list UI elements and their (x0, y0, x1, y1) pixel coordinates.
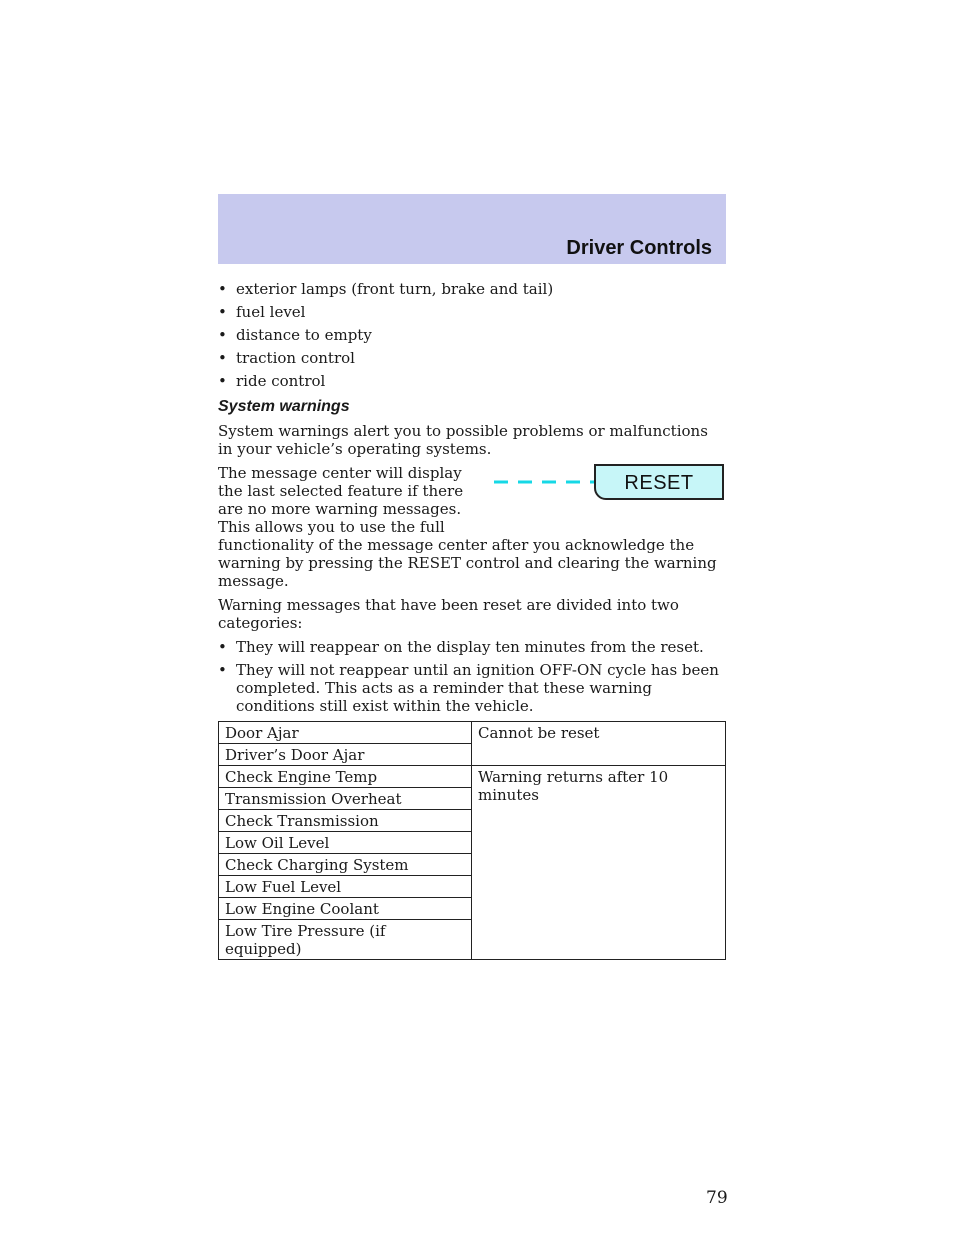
table-cell-status: Warning returns after 10 minutes (472, 766, 726, 960)
table-cell-status: Cannot be reset (472, 722, 726, 766)
list-item: • ride control (218, 372, 326, 390)
table-cell: Door Ajar (219, 722, 472, 744)
list-item: • fuel level (218, 303, 306, 321)
list-item: • exterior lamps (front turn, brake and tail) (218, 280, 554, 298)
bullet-icon: • (218, 638, 227, 656)
bullet-icon: • (218, 372, 227, 390)
page-content (218, 280, 726, 960)
reset-button: RESET (594, 464, 724, 500)
table-cell: Low Tire Pressure (if equipped) (219, 920, 472, 960)
section-header-band (218, 194, 726, 264)
list-item: • distance to empty (218, 326, 372, 344)
system-warnings-intro: System warnings alert you to possible problems or malfunctions in your vehicle’s operating systems. (218, 422, 708, 458)
table-cell: Low Oil Level (219, 832, 472, 854)
message-center-paragraph: The message center will display the last selected feature if there are no more warning messages. This allows you to use the full functionality of the message center after you acknowledge the warning by pressing the RESET control and clearing the warning message. (218, 464, 717, 590)
table-row (219, 722, 726, 744)
message-center-paragraph-wrap (218, 464, 726, 590)
bullet-icon: • (218, 280, 227, 298)
list-item: • They will not reappear until an ignition OFF-ON cycle has been completed. This acts as a reminder that these warning conditions still exist within the vehicle. (218, 661, 719, 715)
reset-diagram (476, 464, 726, 526)
section-title: Driver Controls (566, 237, 712, 259)
table-cell: Transmission Overheat (219, 788, 472, 810)
bullet-icon: • (218, 326, 227, 344)
list-item: • traction control (218, 349, 355, 367)
warnings-table (218, 721, 726, 960)
table-cell: Check Transmission (219, 810, 472, 832)
table-cell: Low Fuel Level (219, 876, 472, 898)
table-cell: Low Engine Coolant (219, 898, 472, 920)
bullet-icon: • (218, 661, 227, 679)
list-item: • They will reappear on the display ten minutes from the reset. (218, 638, 704, 656)
bullet-icon: • (218, 349, 227, 367)
table-cell: Check Engine Temp (219, 766, 472, 788)
table-cell: Driver’s Door Ajar (219, 744, 472, 766)
table-cell: Check Charging System (219, 854, 472, 876)
categories-intro: Warning messages that have been reset are divided into two categories: (218, 596, 679, 632)
bullet-icon: • (218, 303, 227, 321)
system-warnings-heading: System warnings (218, 398, 350, 415)
table-row (219, 766, 726, 788)
page-number: 79 (706, 1188, 728, 1208)
